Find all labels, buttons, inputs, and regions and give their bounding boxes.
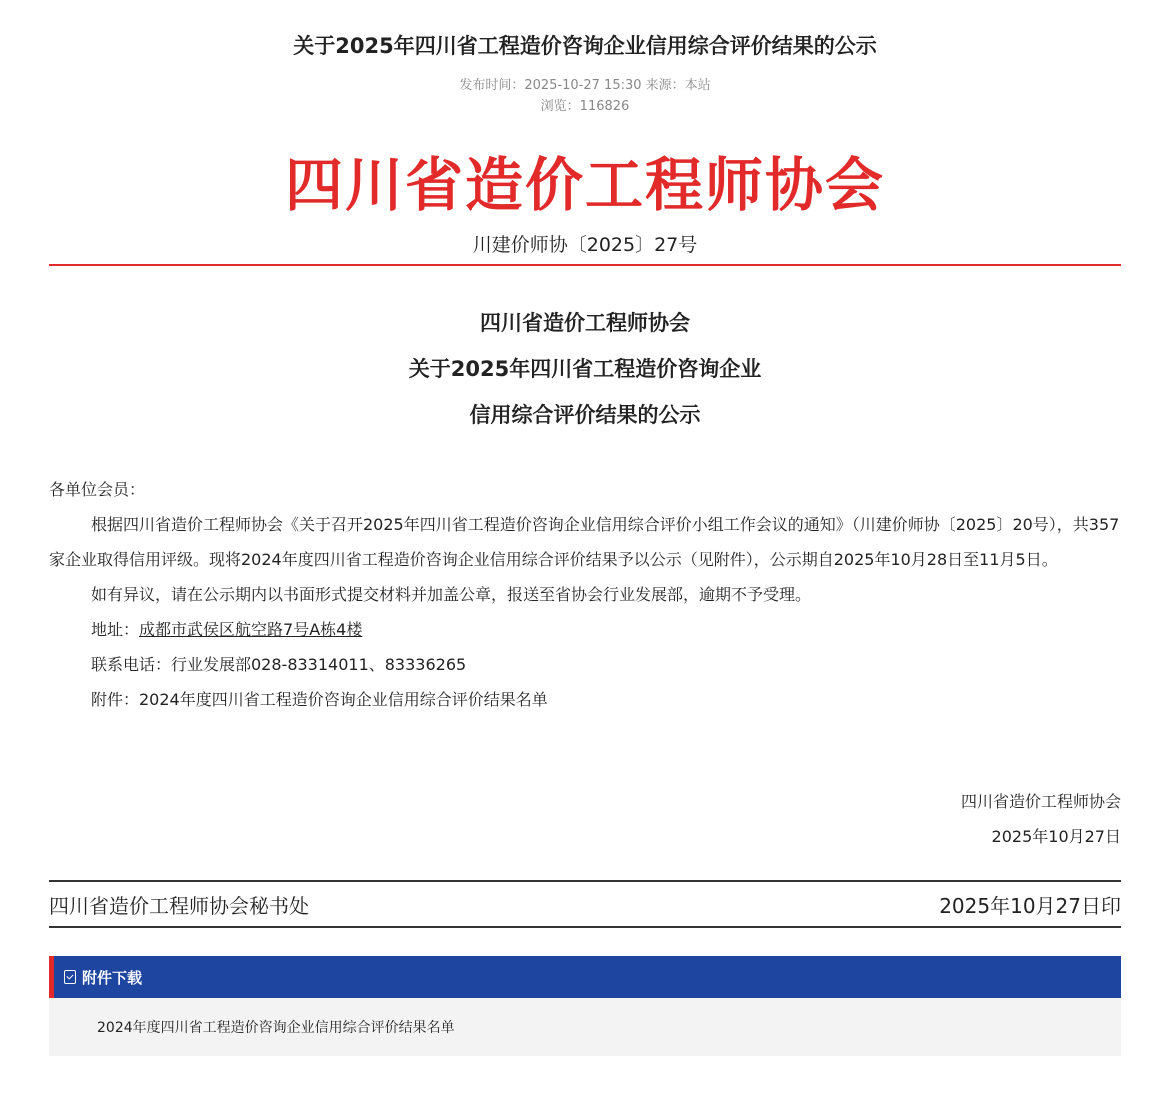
page-title: 关于2025年四川省工程造价咨询企业信用综合评价结果的公示	[293, 34, 877, 58]
phone-line: 联系电话：行业发展部028-83314011、83336265	[91, 655, 467, 674]
article-meta	[0, 75, 1170, 117]
attachment-header-label: 附件下载	[82, 968, 143, 987]
signature-date: 2025年10月27日	[991, 827, 1121, 846]
attachment-line: 附件：2024年度四川省工程造价咨询企业信用综合评价结果名单	[91, 690, 548, 709]
attachment-download-header	[49, 956, 1121, 998]
footer-issuer: 四川省造价工程师协会秘书处	[49, 893, 309, 918]
attachment-link[interactable]: 2024年度四川省工程造价咨询企业信用综合评价结果名单	[97, 1020, 455, 1036]
doc-heading-line3: 信用综合评价结果的公示	[469, 403, 701, 427]
view-count: 浏览：116826	[540, 99, 630, 114]
publish-info: 发布时间：2025-10-27 15:30 来源：本站	[459, 78, 711, 93]
signature-org: 四川省造价工程师协会	[960, 792, 1121, 811]
address-link[interactable]: 成都市武侯区航空路7号A栋4楼	[139, 620, 363, 639]
doc-heading-line1: 四川省造价工程师协会	[480, 311, 690, 335]
paragraph-objection: 如有异议，请在公示期内以书面形式提交材料并加盖公章，报送至省协会行业发展部，逾期不予受理。	[91, 585, 812, 604]
download-file-icon	[64, 970, 76, 984]
signature-block	[961, 784, 1121, 854]
attachment-list	[49, 998, 1121, 1056]
red-divider	[49, 264, 1121, 266]
org-banner: 四川省造价工程师协会	[284, 151, 885, 219]
address-label: 地址：	[91, 620, 140, 639]
doc-body	[49, 472, 1121, 717]
doc-heading	[0, 300, 1170, 438]
paragraph-notice: 根据四川省造价工程师协会《关于召开2025年四川省工程造价咨询企业信用综合评价小组工作会议的通知》（川建价师协〔2025〕20号），共357家企业取得信用评级。现将2024年度四川省工程造价咨询企业信用综合评价结果予以公示（见附件），公示期自2025年10月28日至11月5日。	[49, 515, 1120, 569]
footer-print-date: 2025年10月27日印	[939, 893, 1121, 918]
doc-heading-line2: 关于2025年四川省工程造价咨询企业	[408, 357, 762, 381]
print-footer	[49, 880, 1121, 928]
doc-number: 川建价师协〔2025〕27号	[472, 234, 698, 256]
salutation: 各单位会员：	[49, 480, 146, 499]
address-line	[49, 612, 1121, 647]
